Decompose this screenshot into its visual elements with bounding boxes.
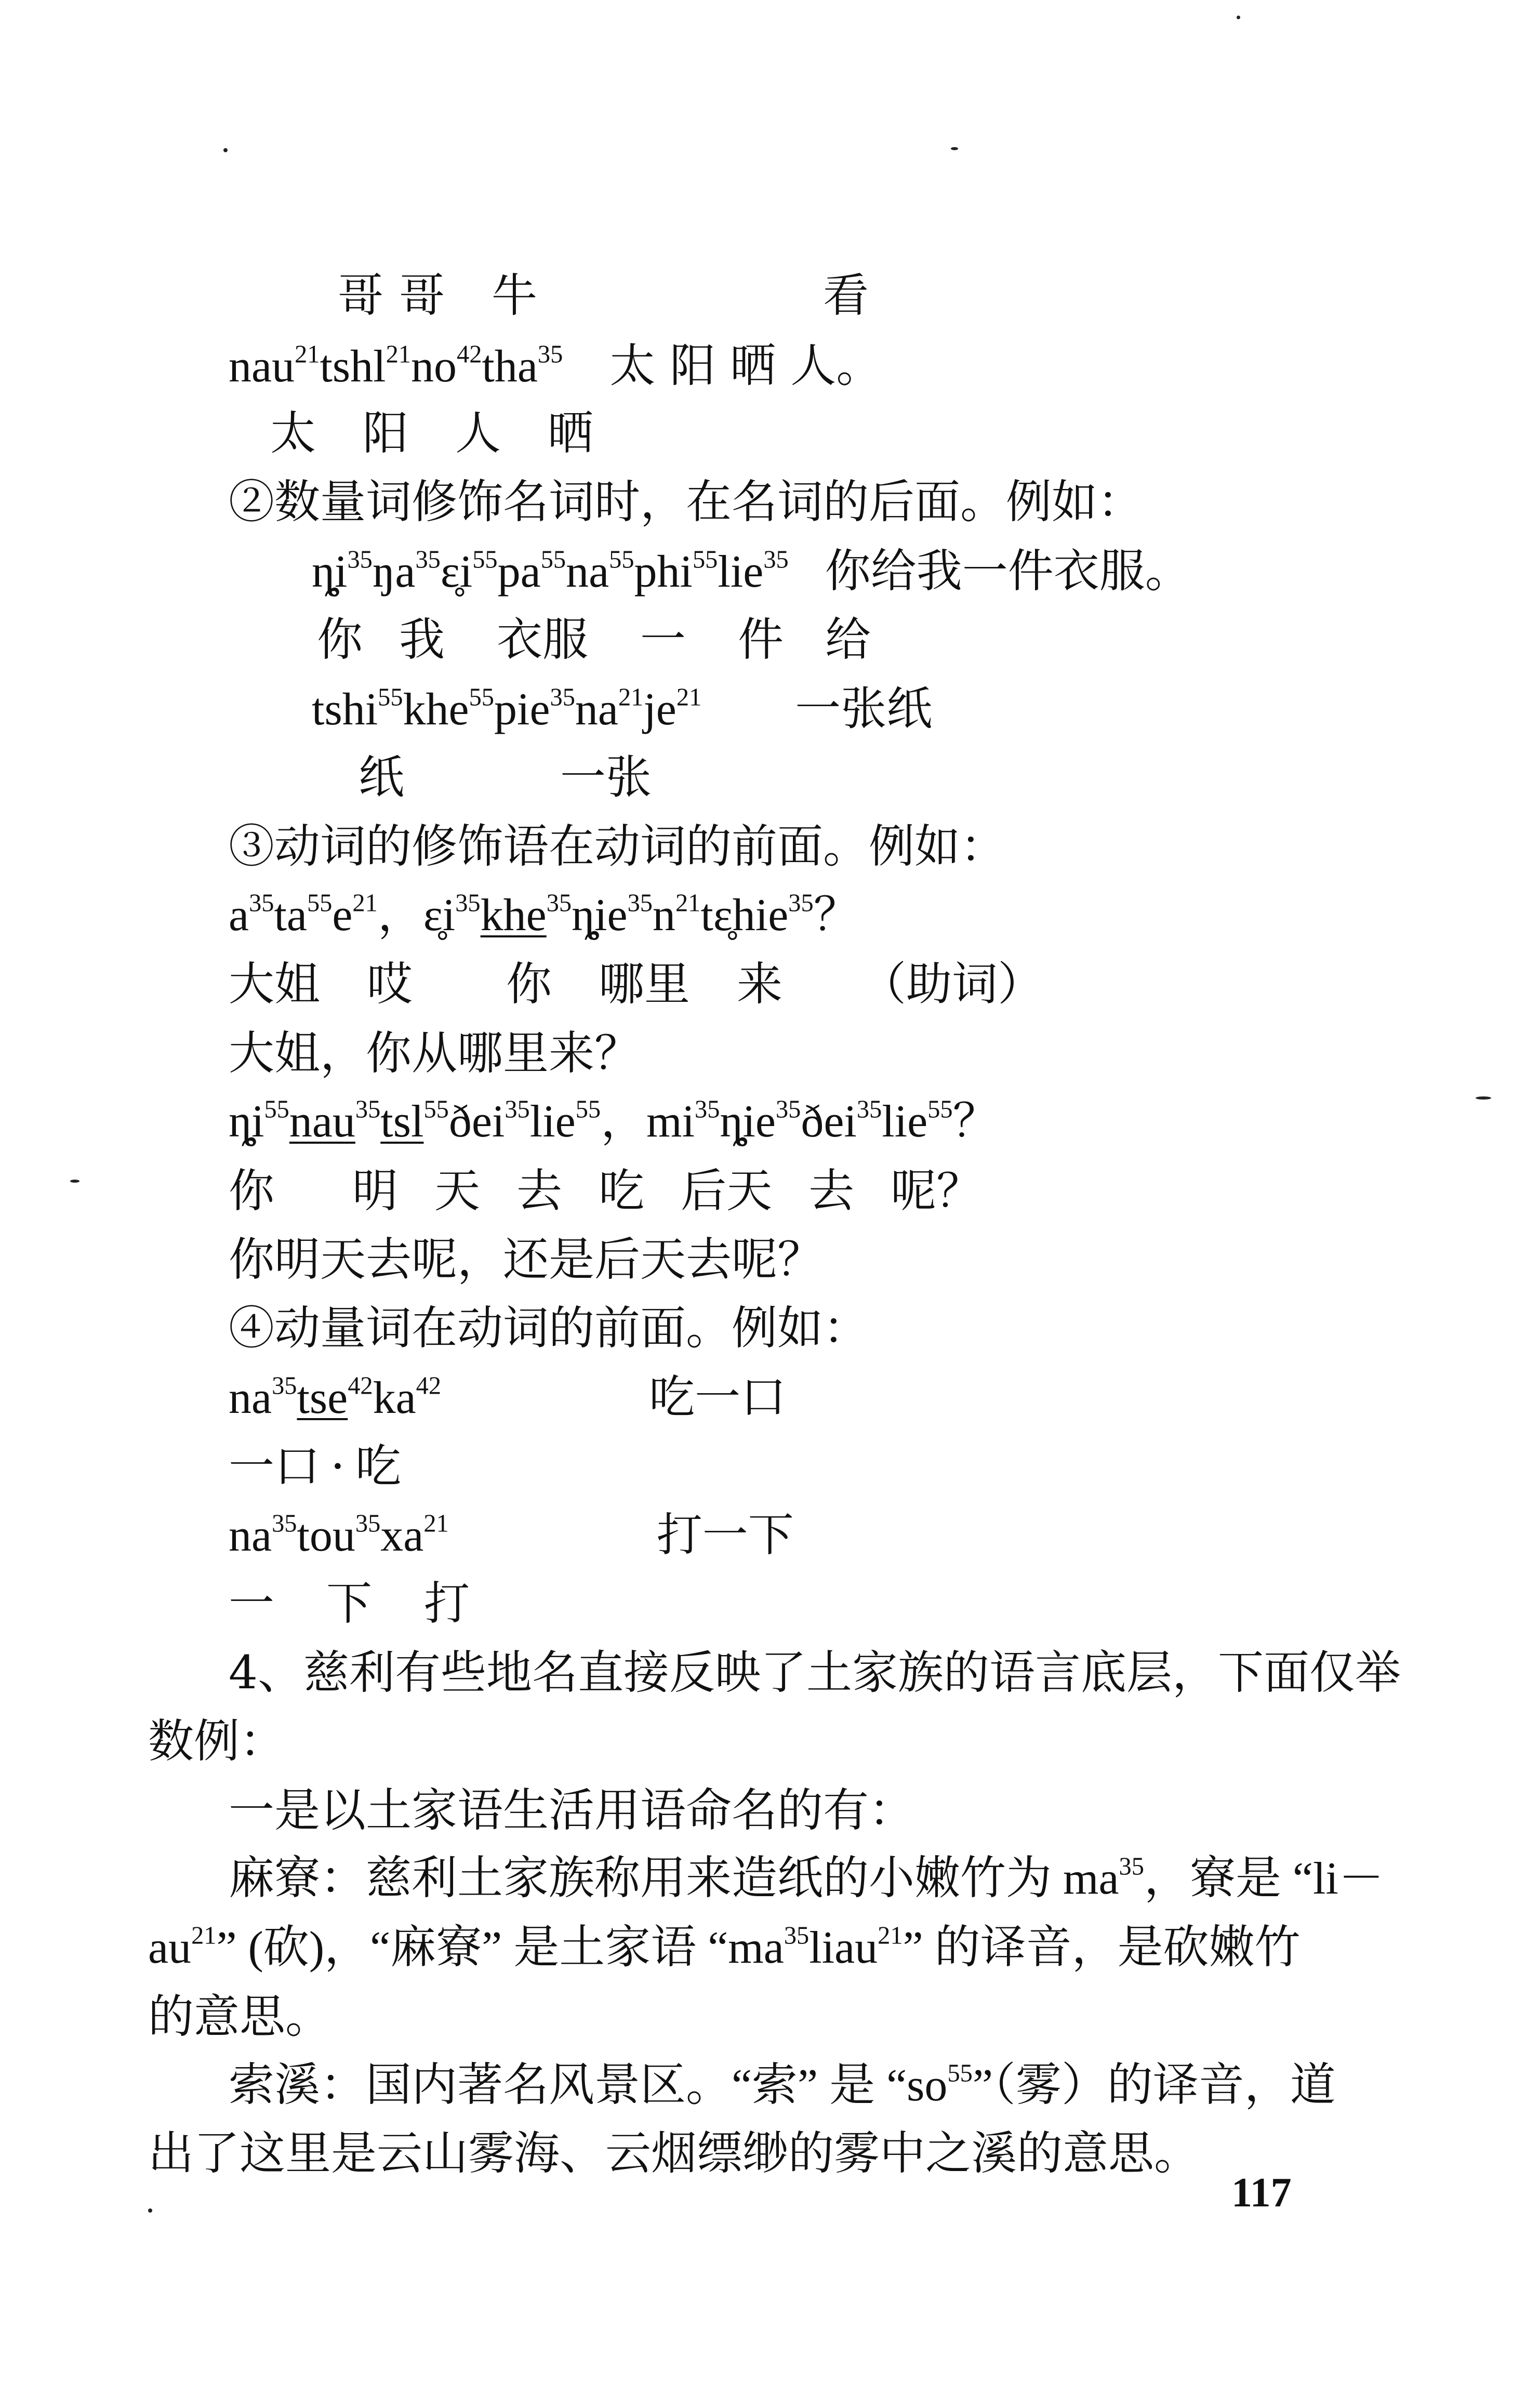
example-translation: 打一下 [656, 1508, 794, 1562]
gloss-word: 来 [737, 957, 783, 1011]
tone-number: 35 [272, 1372, 297, 1400]
tone-number: 35 [537, 340, 563, 368]
section-heading: ②数量词修饰名词时，在名词的后面。例如： [229, 475, 1144, 528]
gloss-word: 人 [455, 406, 501, 460]
scan-speck [1476, 1096, 1491, 1100]
ipa-syllable: ka [373, 1373, 416, 1423]
tone-number: 35 [347, 546, 373, 574]
ipa-syllable: na [229, 1511, 272, 1561]
tone-number: 35 [415, 546, 441, 574]
ipa-syllable: tse [297, 1373, 348, 1423]
ipa-syllable: ȵ̥ie [572, 890, 628, 941]
paragraph-line [229, 1853, 1384, 1904]
gloss-word: 打 [424, 1577, 470, 1630]
gloss-line [229, 1164, 983, 1218]
text-run: liau [809, 1923, 878, 1973]
tone-number: 21 [386, 340, 411, 368]
text-run: 索溪：国内著名风景区。“索” 是 “so [229, 2060, 948, 2111]
ipa-syllable: mi [646, 1096, 695, 1147]
ipa-syllable: no [411, 341, 457, 392]
gloss-word: 我 [399, 613, 445, 666]
ipa-syllable: na [229, 1373, 272, 1423]
ipa-syllable: nau [229, 341, 295, 392]
gloss-word: 哪里 [599, 957, 691, 1011]
ipa-syllable: ta [274, 890, 307, 941]
translation-line: 你明天去呢，还是后天去呢？ [229, 1233, 824, 1286]
scan-speck [223, 148, 228, 152]
ipa-syllable: khe [403, 684, 469, 735]
ipa-syllable: je [643, 684, 676, 735]
scan-speck [1237, 16, 1240, 19]
example-translation: 一张纸 [795, 682, 933, 735]
example-translation: 吃一口 [649, 1370, 787, 1424]
ipa-syllable: khe [480, 890, 547, 941]
text-run: 的意思。 [148, 1990, 331, 2043]
ipa-syllable: ðei [801, 1096, 857, 1147]
tone-number: 21 [295, 340, 320, 368]
tone-number: 55 [378, 683, 403, 711]
gloss-line [229, 1577, 470, 1630]
gloss-word: 太 [270, 406, 316, 460]
ipa-syllable: tou [297, 1511, 355, 1561]
paragraph-line [229, 2059, 1336, 2111]
ipa-syllable: ɛ̥i [440, 547, 473, 597]
gloss-word: 哥哥 [338, 269, 461, 322]
ipa-syllable: na [566, 547, 609, 597]
gloss-word: 一 [640, 613, 686, 666]
gloss-word: 去 [808, 1164, 855, 1218]
ipa-syllable: ？ [952, 1096, 999, 1147]
gloss-word: 纸 [359, 750, 405, 804]
tone-number: 35 [546, 889, 572, 917]
tone-number: 55 [423, 1095, 449, 1123]
tone-number: 21 [675, 889, 701, 917]
ipa-syllable: lie [529, 1096, 576, 1147]
ipa-syllable: na [575, 684, 618, 735]
gloss-word: 晒 [548, 406, 594, 460]
text-run: ” 的译音，是砍嫩竹 [903, 1923, 1301, 1973]
gloss-word: 呢？ [891, 1164, 983, 1218]
ipa-syllable: pa [497, 547, 541, 597]
tone-number: 35 [550, 683, 575, 711]
tone-number: 21 [676, 683, 702, 711]
example-translation: 太 阳 晒 人。 [609, 339, 882, 392]
tone-number: 35 [695, 1095, 720, 1123]
text-run: au [148, 1923, 192, 1973]
paragraph-line [148, 1990, 331, 2043]
ipa-syllable: tha [482, 341, 538, 392]
ipa-syllable: ȵ̥i [229, 1096, 264, 1147]
ipa-syllable: phi [634, 547, 693, 597]
paragraph-line [148, 1922, 1301, 1973]
gloss-word: 一张 [560, 750, 652, 804]
scan-speck [951, 147, 958, 150]
tone-number: 35 [249, 889, 274, 917]
tone-number: 55 [609, 546, 634, 574]
tone-number: 55 [927, 1095, 953, 1123]
gloss-word: 看 [823, 269, 885, 322]
tone-number: 55 [692, 546, 718, 574]
tone-number: 35 [272, 1510, 297, 1538]
gloss-word: 你 [229, 1164, 275, 1218]
scan-speck [148, 2208, 152, 2213]
tone-number: 21 [618, 683, 644, 711]
gloss-word: 牛 [492, 269, 553, 322]
ipa-syllable: nau [289, 1096, 355, 1147]
ipa-transcription [229, 341, 563, 392]
ipa-syllable: ， [377, 890, 423, 941]
ipa-transcription [229, 1511, 449, 1561]
gloss-word: 你 [317, 613, 363, 666]
ipa-syllable: ？ [813, 890, 859, 941]
text-run: ” (砍)，“麻寮” 是土家语 “ma [216, 1923, 784, 1973]
ipa-transcription [229, 1373, 441, 1423]
tone-number: 42 [348, 1372, 373, 1400]
gloss-word: 吃 [355, 1439, 402, 1493]
ipa-syllable: ðei [448, 1096, 505, 1147]
text-run: 麻寮：慈利土家族称用来造纸的小嫩竹为 ma [229, 1854, 1119, 1904]
ipa-transcription [229, 1096, 999, 1147]
paragraph-line: 一是以土家语生活用语命名的有： [229, 1783, 915, 1837]
gloss-word: 下 [326, 1577, 373, 1630]
tone-number: 55 [472, 546, 498, 574]
ipa-syllable: n [652, 890, 675, 941]
tone-number: 55 [469, 683, 494, 711]
tone-number: 21 [352, 889, 378, 917]
ipa-syllable: tɛ̥hie [700, 890, 789, 941]
tone-number: 35 [784, 1922, 810, 1950]
tone-number: 35 [455, 889, 481, 917]
tone-number: 42 [457, 340, 482, 368]
gloss-line [359, 750, 652, 804]
paragraph-line: 数例： [148, 1714, 286, 1768]
tone-number: 21 [878, 1922, 903, 1950]
example-line [229, 889, 859, 941]
tone-number: 21 [191, 1922, 217, 1950]
tone-number: 55 [947, 2059, 973, 2087]
ipa-syllable: ŋa [372, 547, 416, 597]
ipa-syllable: ȵ̥i [312, 547, 348, 597]
translation-line: 大姐，你从哪里来？ [229, 1026, 641, 1080]
ipa-syllable: ， [601, 1096, 647, 1147]
ipa-syllable: a [229, 890, 249, 941]
tone-number: 35 [763, 546, 789, 574]
text-run: ”（雾）的译音，道 [972, 2060, 1336, 2111]
gloss-word: 件 [738, 613, 784, 666]
gloss-word: 哎 [367, 957, 413, 1011]
text-run: 出了这里是云山雾海、云烟缥缈的雾中之溪的意思。 [148, 2126, 1200, 2180]
ipa-transcription [229, 890, 859, 941]
tone-number: 35 [1119, 1853, 1144, 1881]
ipa-transcription [312, 547, 789, 597]
tone-number: 42 [416, 1372, 442, 1400]
ipa-syllable: ɛ̥i [423, 890, 456, 941]
gloss-word: 后天 [681, 1164, 773, 1218]
ipa-syllable: lie [882, 1096, 928, 1147]
example-translation: 你给我一件衣服。 [825, 544, 1191, 598]
ipa-syllable: tshl [320, 341, 386, 392]
tone-number: 35 [355, 1095, 381, 1123]
gloss-line [229, 957, 1044, 1011]
tone-number: 55 [264, 1095, 289, 1123]
tone-number: 55 [307, 889, 333, 917]
ipa-syllable: tsl [380, 1096, 424, 1147]
example-line [312, 544, 1191, 598]
gloss-word: 明 [352, 1164, 399, 1218]
ipa-syllable: pie [494, 684, 550, 735]
gloss-word: 衣服 [497, 613, 589, 666]
tone-number: 35 [505, 1095, 530, 1123]
gloss-word: · [330, 1439, 345, 1493]
ipa-syllable: e [332, 890, 353, 941]
example-line [312, 682, 933, 735]
ipa-syllable: xa [380, 1511, 424, 1561]
gloss-line [229, 1439, 402, 1493]
gloss-word: （助词） [860, 957, 1044, 1011]
tone-number: 21 [423, 1510, 449, 1538]
gloss-word: 吃 [599, 1164, 645, 1218]
gloss-word: 你 [506, 957, 552, 1011]
paragraph-line [148, 2126, 1200, 2180]
gloss-line [270, 406, 594, 460]
tone-number: 35 [627, 889, 653, 917]
ipa-syllable: ȵ̥ie [720, 1096, 776, 1147]
tone-number: 35 [775, 1095, 801, 1123]
gloss-word: 天 [434, 1164, 481, 1218]
tone-number: 55 [540, 546, 566, 574]
tone-number: 55 [575, 1095, 601, 1123]
paragraph-line: 4、慈利有些地名直接反映了土家族的语言底层，下面仅举 [229, 1646, 1401, 1699]
example-line [229, 1095, 999, 1147]
gloss-line [317, 613, 871, 666]
text-run: ，寮是 “li－ [1144, 1854, 1384, 1904]
tone-number: 35 [856, 1095, 882, 1123]
gloss-word: 给 [825, 613, 871, 666]
section-heading: ③动词的修饰语在动词的前面。例如： [229, 819, 1006, 873]
tone-number: 35 [788, 889, 814, 917]
scan-speck [70, 1180, 79, 1183]
example-line [229, 339, 882, 392]
example-line [229, 1508, 794, 1562]
gloss-line [338, 269, 885, 322]
ipa-transcription [312, 684, 701, 735]
gloss-word: 大姐 [229, 957, 321, 1011]
page-number: 117 [1231, 2170, 1292, 2216]
tone-number: 35 [355, 1510, 381, 1538]
gloss-word: 一 [229, 1577, 275, 1630]
ipa-syllable: lie [718, 547, 764, 597]
gloss-word: 一口 [229, 1439, 321, 1493]
example-line [229, 1370, 787, 1424]
section-heading: ④动量词在动词的前面。例如： [229, 1301, 869, 1355]
gloss-word: 去 [516, 1164, 563, 1218]
ipa-syllable: tshi [312, 684, 378, 735]
gloss-word: 阳 [363, 406, 409, 460]
